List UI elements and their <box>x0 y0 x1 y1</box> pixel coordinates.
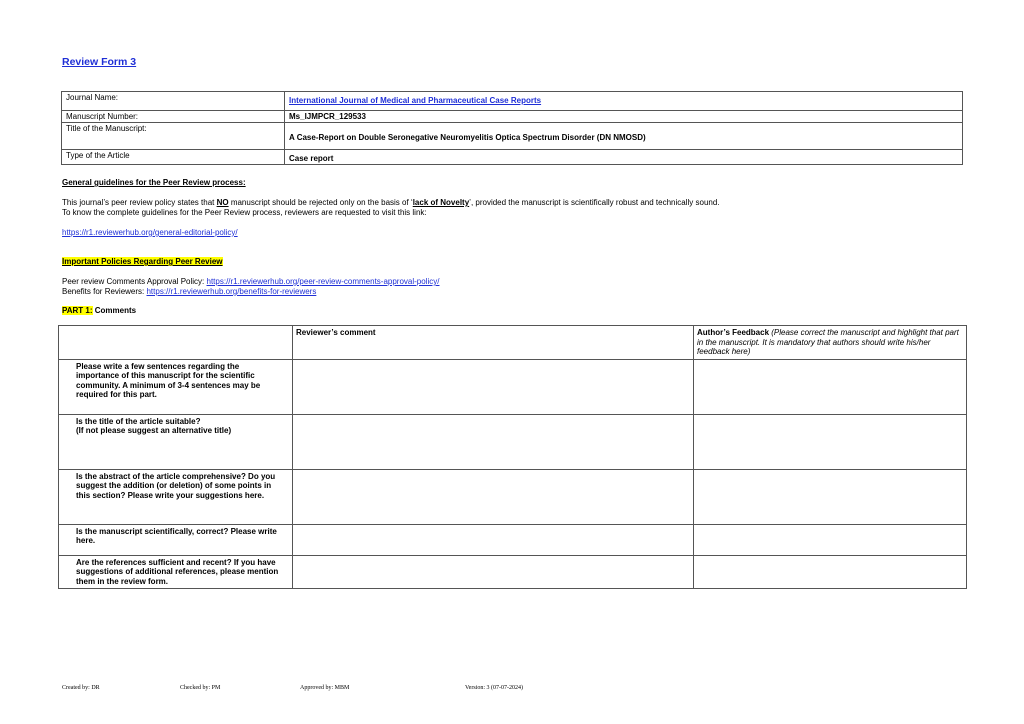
approval-policy-link[interactable]: https://r1.reviewerhub.org/peer-review-comments-approval-policy/ <box>206 277 440 286</box>
footer-version: Version: 3 (07-07-2024) <box>465 685 523 691</box>
reviewer-comment-input[interactable] <box>293 359 694 414</box>
guidelines-text-part: This journal’s peer review policy states that <box>62 198 217 207</box>
article-type-value: Case report <box>285 150 963 165</box>
reviewer-comment-input[interactable] <box>293 469 694 524</box>
manuscript-info-table <box>61 91 963 165</box>
guidelines-text-part: manuscript should be rejected only on the basis of ‘ <box>228 198 413 207</box>
journal-name-label: Journal Name: <box>62 92 285 111</box>
header-empty-cell <box>59 326 293 360</box>
author-feedback-input[interactable] <box>694 555 967 589</box>
lack-of-novelty-emphasis: lack of Novelty <box>412 198 470 207</box>
author-feedback-input[interactable] <box>694 469 967 524</box>
form-title: Review Form 3 <box>62 56 137 68</box>
table-row <box>59 359 967 414</box>
question-cell: Is the abstract of the article comprehensive? Do you suggest the addition (or deletion) of some points in this section? Please write your suggestions here. <box>59 469 293 524</box>
footer-created-by: Created by: DR <box>62 685 100 691</box>
article-type-label: Type of the Article <box>62 150 285 165</box>
question-cell: Please write a few sentences regarding the importance of this manuscript for the scientific community. A minimum of 3-4 sentences may be required for this part. <box>59 359 293 414</box>
policies-text <box>62 277 439 297</box>
reviewer-comment-input[interactable] <box>293 555 694 589</box>
policies-heading: Important Policies Regarding Peer Review <box>62 257 223 266</box>
editorial-policy-link[interactable]: https://r1.reviewerhub.org/general-editorial-policy/ <box>62 228 238 237</box>
guidelines-line2: To know the complete guidelines for the Peer Review process, reviewers are requested to visit this link: <box>62 208 427 217</box>
guidelines-text-part: ’, provided the manuscript is scientifically robust and technically sound. <box>469 198 720 207</box>
table-row <box>59 414 967 469</box>
guidelines-heading: General guidelines for the Peer Review process: <box>62 178 246 187</box>
question-cell: Is the title of the article suitable? (If not please suggest an alternative title) <box>59 414 293 469</box>
approval-policy-label: Peer review Comments Approval Policy: <box>62 277 207 286</box>
author-feedback-input[interactable] <box>694 524 967 555</box>
table-row <box>59 524 967 555</box>
part1-title: Comments <box>92 306 137 315</box>
manuscript-title-value: A Case-Report on Double Seronegative Neuromyelitis Optica Spectrum Disorder (DN NMOSD) <box>285 123 963 150</box>
guidelines-text <box>62 198 720 218</box>
part1-heading <box>62 306 136 316</box>
author-feedback-title: Author’s Feedback <box>697 328 770 337</box>
author-feedback-input[interactable] <box>694 359 967 414</box>
author-feedback-header <box>694 326 967 360</box>
manuscript-number-value: Ms_IJMPCR_129533 <box>285 111 963 123</box>
footer-approved-by: Approved by: MBM <box>300 685 350 691</box>
table-row <box>59 555 967 589</box>
benefits-link[interactable]: https://r1.reviewerhub.org/benefits-for-reviewers <box>146 287 317 296</box>
comments-table <box>58 325 967 589</box>
part1-label: PART 1: <box>62 306 93 315</box>
author-feedback-input[interactable] <box>694 414 967 469</box>
no-emphasis: NO <box>216 198 229 207</box>
reviewer-comment-input[interactable] <box>293 414 694 469</box>
manuscript-number-label: Manuscript Number: <box>62 111 285 123</box>
reviewer-comment-input[interactable] <box>293 524 694 555</box>
footer-checked-by: Checked by: PM <box>180 685 221 691</box>
manuscript-title-label: Title of the Manuscript: <box>62 123 285 150</box>
question-cell: Are the references sufficient and recent? If you have suggestions of additional references, please mention them in the review form. <box>59 555 293 589</box>
benefits-label: Benefits for Reviewers: <box>62 287 147 296</box>
journal-name-link[interactable]: International Journal of Medical and Pharmaceutical Case Reports <box>289 96 542 105</box>
reviewer-comment-header: Reviewer’s comment <box>293 326 694 360</box>
table-row <box>59 469 967 524</box>
question-cell: Is the manuscript scientifically, correct? Please write here. <box>59 524 293 555</box>
author-feedback-instructions: (Please correct the manuscript and highlight that part in the manuscript. It is mandatory that authors should write his/her feedback here) <box>697 328 959 356</box>
